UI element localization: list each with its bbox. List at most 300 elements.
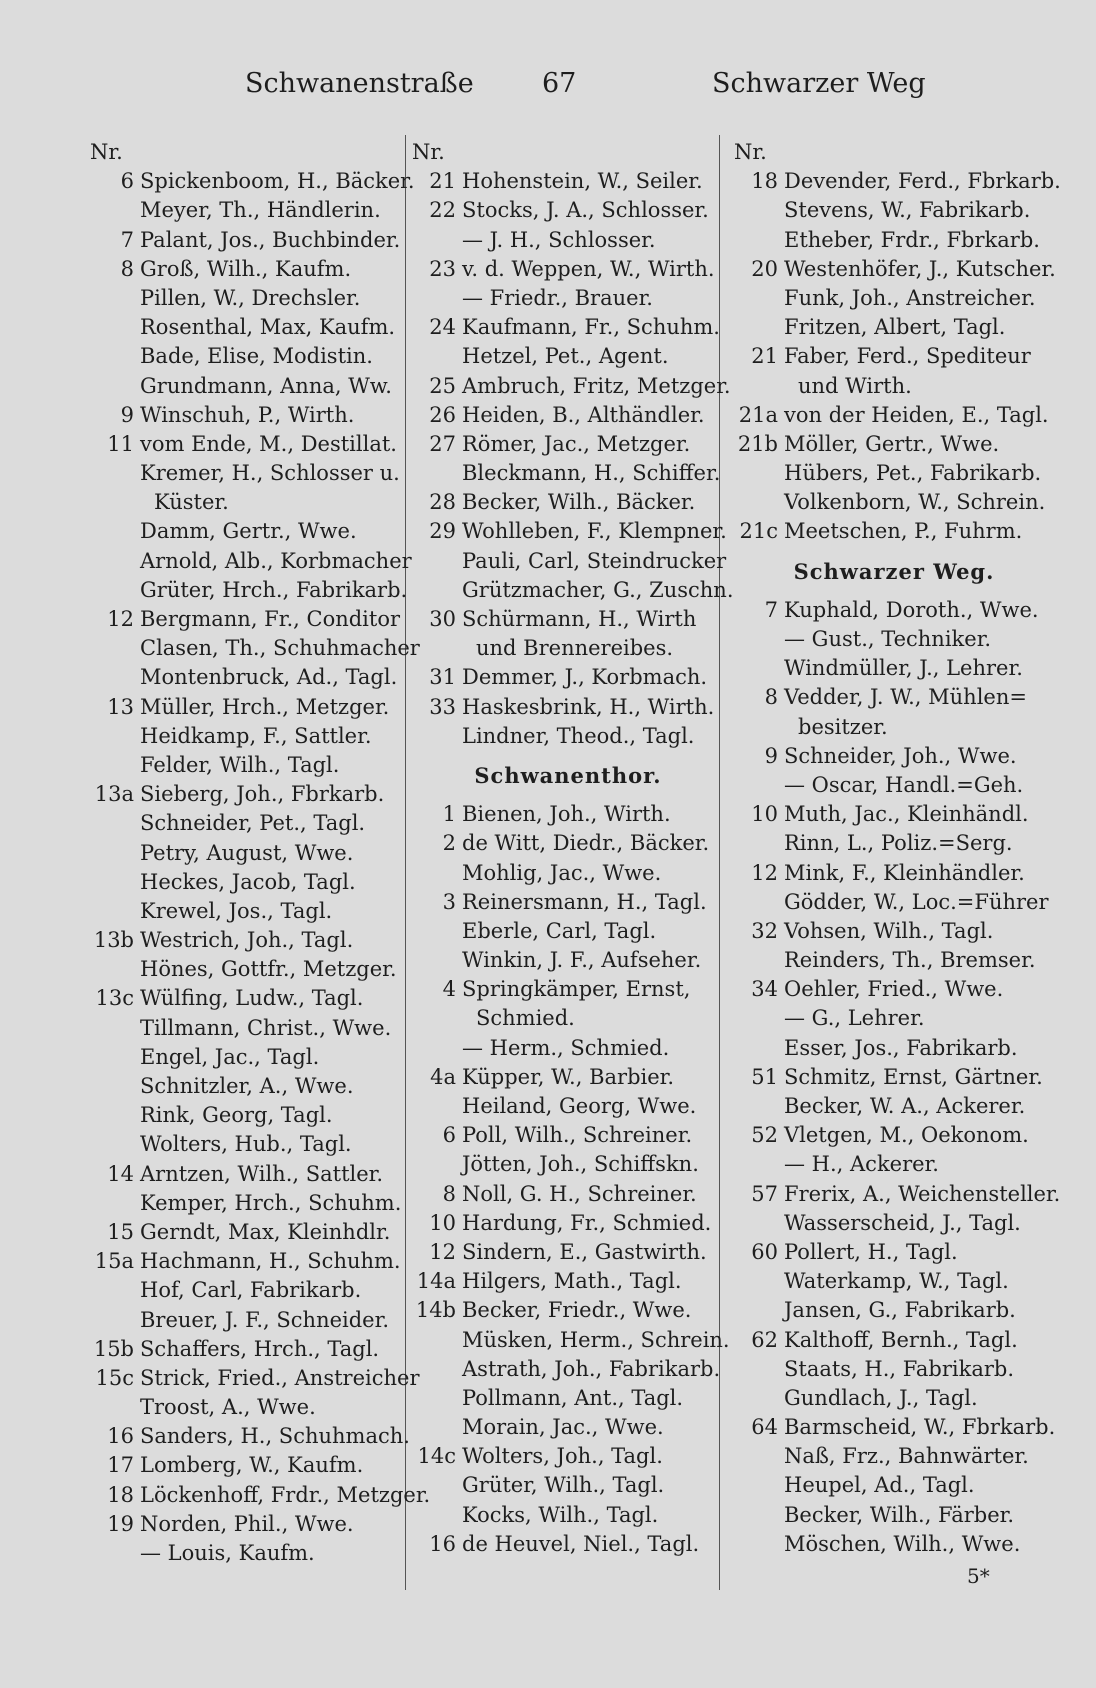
resident-name-occupation: Mohlig, Jac., Wwe. [462,860,662,885]
resident-name-occupation: Felder, Wilh., Tagl. [140,752,340,777]
resident-name-occupation: Astrath, Joh., Fabrikarb. [462,1356,721,1381]
resident-entry [412,255,724,284]
resident-name-occupation: Heidkamp, F., Sattler. [140,723,372,748]
resident-name-occupation: Hachmann, H., Schuhm. [140,1249,401,1274]
resident-name-occupation: Lindner, Theod., Tagl. [462,723,695,748]
resident-entry [90,809,400,838]
resident-name-occupation: Schneider, Joh., Wwe. [784,743,1017,768]
house-number: 12 [751,860,778,885]
house-number: 51 [751,1064,778,1089]
resident-entry [734,342,1054,371]
house-number [412,547,462,576]
resident-name-occupation: Kalthoff, Bernh., Tagl. [784,1327,1018,1352]
resident-entry [412,401,724,430]
resident-name-occupation: Wolters, Hub., Tagl. [140,1132,352,1157]
house-number [90,663,140,692]
resident-name-occupation: Esser, Jos., Fabrikarb. [784,1035,1018,1060]
resident-entry [412,1034,724,1063]
resident-entry [90,284,400,313]
resident-entry [734,946,1054,975]
resident-entry [90,1364,420,1393]
resident-name-occupation: Windmüller, J., Lehrer. [784,656,1023,681]
house-number: 21 [751,344,778,369]
house-number: 27 [429,431,456,456]
resident-name-occupation: Küster. [154,490,229,515]
house-number: 24 [429,315,456,340]
house-number: 64 [751,1415,778,1440]
house-number [734,1092,784,1121]
resident-name-occupation: Becker, Wilh., Bäcker. [462,490,696,515]
resident-name-occupation: Becker, Friedr., Wwe. [462,1298,692,1323]
house-number: 33 [429,694,456,719]
resident-name-occupation: Schmitz, Ernst, Gärtner. [784,1064,1043,1089]
resident-entry [734,1530,1054,1559]
resident-name-occupation: Norden, Phil., Wwe. [140,1511,354,1536]
house-number [90,634,140,663]
house-number [412,459,462,488]
resident-name-occupation: Oehler, Fried., Wwe. [784,977,1004,1002]
house-number [734,1471,784,1500]
resident-entry [90,517,400,546]
resident-entry [90,372,400,401]
resident-name-occupation: Muth, Jac., Kleinhändl. [784,802,1029,827]
resident-entry [90,780,400,809]
resident-entry [734,654,1054,683]
house-number: 60 [751,1239,778,1264]
resident-entry [734,1413,1054,1442]
resident-name-occupation: Gundlach, J., Tagl. [784,1385,978,1410]
house-number: 4a [430,1064,456,1089]
column-right [734,138,1061,1559]
house-number: 13b [93,928,134,953]
house-number [412,634,462,663]
resident-name-occupation: Faber, Ferd., Spediteur [784,344,1031,369]
resident-name-occupation: Meyer, Th., Händlerin. [140,198,381,223]
resident-entry [90,313,400,342]
resident-entry [90,926,400,955]
house-number: 34 [751,977,778,1002]
house-number: 12 [429,1239,456,1264]
resident-name-occupation: Kaufmann, Fr., Schuhm. [462,315,720,340]
resident-name-occupation: Ambruch, Fritz, Metzger. [462,373,731,398]
house-number: 21 [429,169,456,194]
resident-name-occupation: Grüter, Wilh., Tagl. [462,1473,665,1498]
resident-name-occupation: — J. H., Schlosser. [462,227,656,252]
resident-entry [412,800,724,829]
resident-entry [734,1092,1054,1121]
resident-name-occupation: Jötten, Joh., Schiffskn. [462,1152,699,1177]
house-number: 15c [95,1365,134,1390]
resident-entry [412,372,731,401]
resident-entry [734,1238,1054,1267]
resident-entry [90,693,400,722]
section-heading: Schwarzer Weg. [793,558,995,584]
house-number: 21c [739,519,778,544]
resident-name-occupation: Noll, G. H., Schreiner. [462,1181,697,1206]
house-number [412,722,462,751]
house-number [412,859,462,888]
resident-entry [90,1101,400,1130]
resident-entry [734,1004,1054,1033]
resident-name-occupation: Schneider, Pet., Tagl. [140,811,366,836]
house-number [412,946,462,975]
resident-name-occupation: Demmer, J., Korbmach. [462,665,708,690]
resident-entry [734,459,1054,488]
resident-name-occupation: Jansen, G., Fabrikarb. [784,1298,1016,1323]
resident-name-occupation: — Herm., Schmied. [462,1035,670,1060]
resident-entry [734,1384,1054,1413]
house-number [734,284,784,313]
resident-name-occupation: Pauli, Carl, Steindrucker [462,548,727,573]
house-number: 2 [442,831,456,856]
resident-name-occupation: Hardung, Fr., Schmied. [462,1210,712,1235]
resident-name-occupation: Volkenborn, W., Schrein. [784,490,1046,515]
resident-entry [734,313,1054,342]
resident-entry [412,1442,724,1471]
house-number [90,284,140,313]
house-number [90,1101,140,1130]
resident-entry [412,1180,724,1209]
resident-entry [412,946,724,975]
resident-name-occupation: Rink, Georg, Tagl. [140,1103,333,1128]
resident-entry [734,713,1054,742]
resident-name-occupation: Winkin, J. F., Aufseher. [462,948,702,973]
resident-entry [90,634,420,663]
resident-name-occupation: Bleckmann, H., Schiffer. [462,461,721,486]
resident-entry [90,547,412,576]
resident-name-occupation: — Friedr., Brauer. [462,285,653,310]
house-number [90,1276,140,1305]
house-number [734,654,784,683]
house-number [412,1326,462,1355]
resident-entry [734,742,1054,771]
house-number [90,1306,140,1335]
resident-entry [412,1121,724,1150]
resident-entry [90,1451,400,1480]
resident-name-occupation: Kocks, Wilh., Tagl. [462,1502,659,1527]
house-number [412,1384,462,1413]
resident-entry [90,1247,400,1276]
resident-name-occupation: Damm, Gertr., Wwe. [140,519,357,544]
resident-name-occupation: Groß, Wilh., Kaufm. [140,256,352,281]
resident-entry [734,800,1054,829]
house-number [734,1384,784,1413]
house-number: 8 [120,256,134,281]
resident-name-occupation: Pollmann, Ant., Tagl. [462,1385,684,1410]
resident-entry [412,829,724,858]
resident-entry [412,1150,724,1179]
house-number [90,372,140,401]
house-number: 28 [429,490,456,515]
resident-name-occupation: Morain, Jac., Wwe. [462,1415,664,1440]
resident-entry [90,1481,431,1510]
house-number [90,809,140,838]
house-number [734,1034,784,1063]
resident-name-occupation: Wülfing, Ludw., Tagl. [140,986,364,1011]
resident-name-occupation: Wasserscheid, J., Tagl. [784,1210,1021,1235]
resident-entry [734,1209,1054,1238]
resident-name-occupation: Pillen, W., Drechsler. [140,285,361,310]
house-number: 13c [95,986,134,1011]
resident-name-occupation: Engel, Jac., Tagl. [140,1044,320,1069]
resident-name-occupation: Devender, Ferd., Fbrkarb. [784,169,1061,194]
house-number [412,342,462,371]
resident-name-occupation: Montenbruck, Ad., Tagl. [140,665,398,690]
house-number [734,888,784,917]
resident-name-occupation: Sanders, H., Schuhmach. [140,1424,410,1449]
header-left-street: Schwanenstraße [245,68,474,99]
resident-entry [90,868,400,897]
house-number: 10 [429,1210,456,1235]
house-number [90,1393,140,1422]
house-number [734,488,784,517]
resident-entry [90,955,400,984]
column-middle [412,138,734,1559]
resident-name-occupation: Bienen, Joh., Wirth. [462,802,671,827]
house-number: 14 [107,1161,134,1186]
resident-name-occupation: Wolters, Joh., Tagl. [462,1444,663,1469]
house-number [412,576,462,605]
header-right-street: Schwarzer Weg [712,68,926,99]
resident-name-occupation: Hilgers, Math., Tagl. [462,1269,682,1294]
house-number [734,372,784,401]
house-number: 57 [751,1181,778,1206]
house-number: 6 [120,169,134,194]
house-number [90,868,140,897]
resident-entry [90,1276,400,1305]
resident-name-occupation: — Louis, Kaufm. [140,1541,315,1565]
house-number [90,313,140,342]
resident-entry [412,1501,724,1530]
resident-name-occupation: Möller, Gertr., Wwe. [784,431,1000,456]
resident-entry [90,226,400,255]
resident-name-occupation: Vohsen, Wilh., Tagl. [784,918,994,943]
section-heading: Schwanenthor. [474,762,662,788]
resident-name-occupation: und Brennereibes. [476,636,674,661]
house-number: 6 [442,1123,456,1148]
resident-name-occupation: Staats, H., Fabrikarb. [784,1356,1015,1381]
resident-name-occupation: Sieberg, Joh., Fbrkarb. [140,782,385,807]
house-number: 3 [442,889,456,914]
resident-name-occupation: Bade, Elise, Modistin. [140,344,373,369]
house-number [412,284,462,313]
resident-name-occupation: Stevens, W., Fabrikarb. [784,198,1031,223]
resident-name-occupation: — Oscar, Handl.=Geh. [784,772,1024,797]
resident-entry [90,1539,400,1568]
resident-name-occupation: und Wirth. [798,373,912,398]
house-number: 21b [737,431,778,456]
resident-entry [412,1063,724,1092]
resident-entry [90,488,400,517]
resident-entry [90,401,400,430]
resident-entry [412,605,724,634]
resident-entry [734,1063,1054,1092]
resident-entry [734,401,1054,430]
house-number [734,713,784,742]
resident-entry [90,196,400,225]
resident-entry [734,859,1054,888]
resident-entry [412,975,724,1004]
resident-entry [734,771,1054,800]
house-number [412,226,462,255]
resident-name-occupation: Schaffers, Hrch., Tagl. [140,1336,380,1361]
house-number: 17 [107,1453,134,1478]
resident-name-occupation: Reinders, Th., Bremser. [784,948,1036,973]
resident-entry [412,1209,724,1238]
resident-name-occupation: Kremer, H., Schlosser u. [140,461,400,486]
resident-entry [734,683,1054,712]
resident-entry [734,517,1054,546]
resident-entry [734,196,1054,225]
resident-entry [90,1335,400,1364]
resident-entry [90,1422,410,1451]
resident-name-occupation: Arnold, Alb., Korbmacher [140,548,412,573]
resident-entry [412,430,724,459]
resident-name-occupation: Hetzel, Pet., Agent. [462,344,669,369]
house-number: 16 [429,1531,456,1556]
house-number: 8 [442,1181,456,1206]
resident-entry [412,1471,724,1500]
house-number [90,488,140,517]
house-number: 15 [107,1219,134,1244]
resident-name-occupation: de Witt, Diedr., Bäcker. [462,831,710,856]
house-number [734,313,784,342]
resident-entry [412,859,724,888]
house-number [412,1034,462,1063]
house-number [734,1501,784,1530]
resident-entry [90,1510,400,1539]
house-number [90,955,140,984]
resident-name-occupation: Frerix, A., Weichensteller. [784,1181,1061,1206]
resident-name-occupation: Hübers, Pet., Fabrikarb. [784,461,1042,486]
house-number: 22 [429,198,456,223]
resident-entry [90,1306,400,1335]
resident-entry [734,975,1054,1004]
house-number: 7 [764,597,778,622]
house-number [90,897,140,926]
house-number [412,1471,462,1500]
resident-entry [734,1442,1054,1471]
resident-entry [734,226,1054,255]
house-number: 29 [429,519,456,544]
resident-entry [90,576,408,605]
house-number [90,722,140,751]
resident-entry [412,1326,730,1355]
house-number: 62 [751,1327,778,1352]
house-number [90,839,140,868]
house-number: 14b [415,1298,456,1323]
resident-entry [90,430,400,459]
resident-entry [412,1296,724,1325]
house-number [734,1296,784,1325]
house-number [90,1014,140,1043]
resident-entry [90,839,400,868]
house-number [734,771,784,800]
house-number: 15b [93,1336,134,1361]
resident-entry [90,1160,400,1189]
house-number: 9 [120,402,134,427]
house-number: 23 [429,256,456,281]
section-spacer [734,586,1054,596]
resident-entry [734,829,1054,858]
house-number [90,1130,140,1159]
resident-name-occupation: Grüter, Hrch., Fabrikarb. [140,577,408,602]
resident-name-occupation: Hof, Carl, Fabrikarb. [140,1278,362,1303]
resident-name-occupation: Heiland, Georg, Wwe. [462,1094,697,1118]
resident-name-occupation: Müller, Hrch., Metzger. [140,694,390,719]
resident-name-occupation: Möschen, Wilh., Wwe. [784,1531,1021,1556]
resident-name-occupation: Fritzen, Albert, Tagl. [784,315,1006,340]
resident-entry [734,255,1054,284]
resident-name-occupation: vom Ende, M., Destillat. [140,431,397,456]
resident-name-occupation: Krewel, Jos., Tagl. [140,898,333,923]
resident-entry [412,226,724,255]
resident-name-occupation: Reinersmann, H., Tagl. [462,889,707,914]
house-number [734,946,784,975]
house-number: 8 [764,685,778,710]
page-header [0,68,1096,108]
resident-entry [90,459,400,488]
resident-name-occupation: Naß, Frz., Bahnwärter. [784,1444,1029,1469]
resident-name-occupation: Grundmann, Anna, Ww. [140,373,392,398]
house-number: 13 [107,694,134,719]
resident-entry [734,1355,1054,1384]
resident-entry [90,1393,400,1422]
house-number [734,829,784,858]
house-number [90,1072,140,1101]
resident-name-occupation: Haskesbrink, H., Wirth. [462,694,715,719]
house-number [734,1150,784,1179]
resident-entry [412,459,724,488]
resident-entry [734,1121,1054,1150]
resident-name-occupation: Winschuh, P., Wirth. [140,402,355,427]
house-number: 7 [120,227,134,252]
column-left [90,138,431,1568]
house-number: 25 [429,373,456,398]
resident-entry [90,255,400,284]
resident-name-occupation: Gödder, W., Loc.=Führer [784,889,1049,914]
resident-name-occupation: Becker, W. A., Ackerer. [784,1094,1026,1118]
resident-name-occupation: Sindern, E., Gastwirth. [462,1239,707,1264]
resident-name-occupation: Rosenthal, Max, Kaufm. [140,315,396,340]
resident-entry [734,596,1054,625]
house-number [412,1004,462,1033]
resident-entry [734,1326,1054,1355]
house-number: 18 [751,169,778,194]
section-spacer [734,547,1054,557]
resident-name-occupation: Funk, Joh., Anstreicher. [784,285,1036,310]
house-number: 19 [107,1511,134,1536]
resident-entry [734,167,1061,196]
section-spacer [412,790,724,800]
resident-name-occupation: Poll, Wilh., Schreiner. [462,1123,693,1148]
resident-entry [412,517,727,546]
resident-name-occupation: Hönes, Gottfr., Metzger. [140,957,397,982]
house-number: 20 [751,256,778,281]
resident-name-occupation: Kemper, Hrch., Schuhm. [140,1190,402,1215]
resident-entry [412,634,724,663]
resident-entry [734,1267,1054,1296]
resident-name-occupation: Müsken, Herm., Schrein. [462,1327,730,1352]
resident-name-occupation: Etheber, Frdr., Fbrkarb. [784,227,1040,252]
resident-entry [734,888,1054,917]
resident-name-occupation: Kuphald, Doroth., Wwe. [784,597,1039,622]
resident-entry [90,663,400,692]
resident-entry [412,284,724,313]
house-number [734,1267,784,1296]
resident-name-occupation: Clasen, Th., Schuhmacher [140,636,420,661]
resident-entry [412,167,724,196]
